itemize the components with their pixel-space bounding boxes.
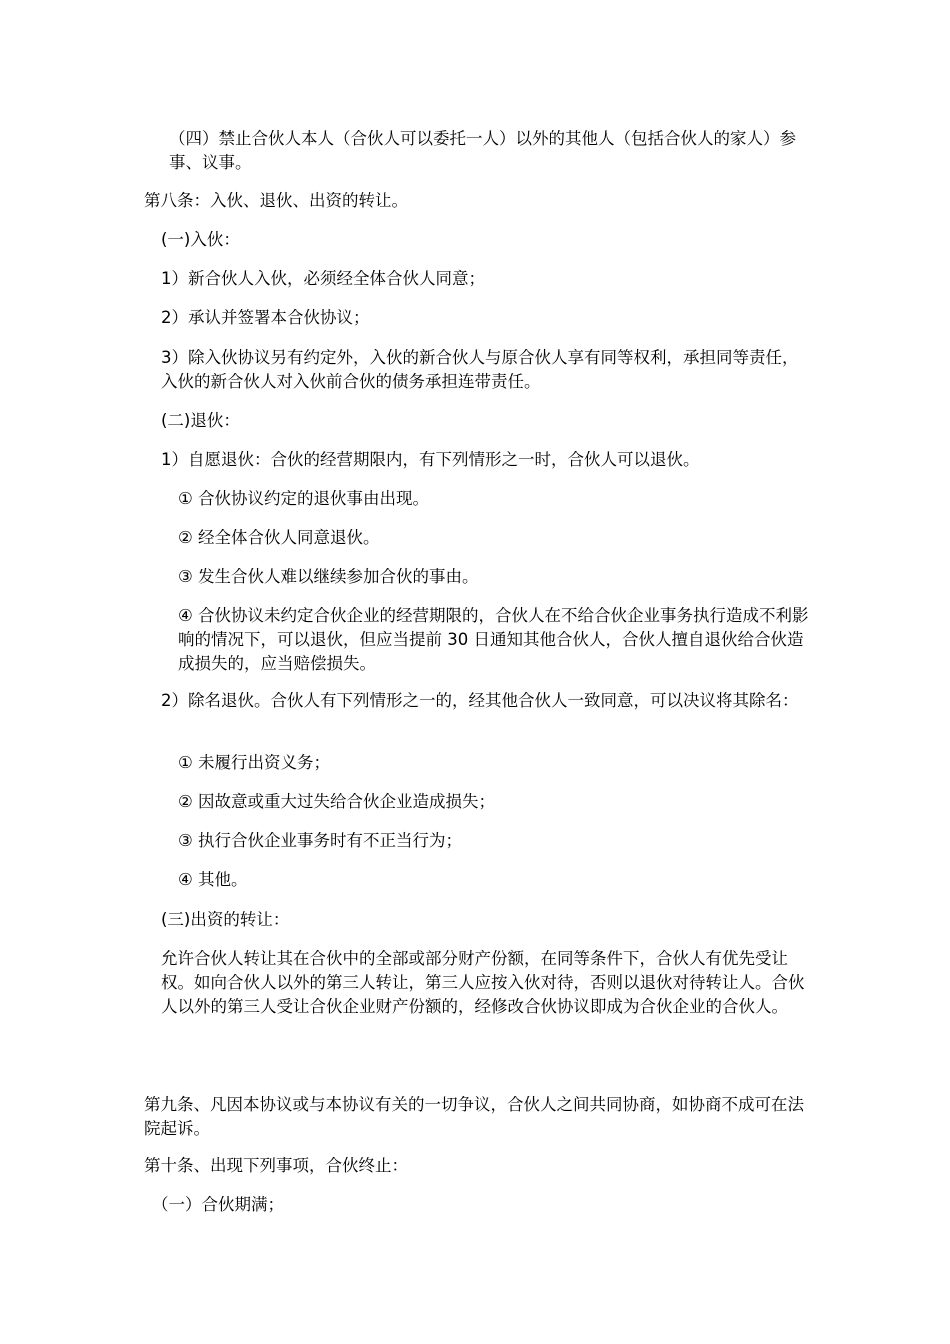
withdrawal-subitem-1: ① 合伙协议约定的退伙事由出现。 xyxy=(178,489,430,508)
withdrawal-subitem-2: ② 经全体合伙人同意退伙。 xyxy=(178,528,380,547)
expulsion-subitem-2: ② 因故意或重大过失给合伙企业造成损失； xyxy=(178,792,496,811)
withdrawal-item-1: 1）自愿退伙：合伙的经营期限内，有下列情形之一时，合伙人可以退伙。 xyxy=(161,450,700,469)
expulsion-item-2: 2）除名退伙。合伙人有下列情形之一的，经其他合伙人一致同意，可以决议将其除名： xyxy=(161,691,799,710)
article-9-paragraph: 第九条、凡因本协议或与本协议有关的一切争议，合伙人之间共同协商，如协商不成可在法院起诉。 xyxy=(144,1095,804,1138)
admission-item-1: 1）新合伙人入伙，必须经全体合伙人同意； xyxy=(161,269,485,288)
expulsion-subitem-4: ④ 其他。 xyxy=(178,870,248,889)
article-10-heading: 第十条、出现下列事项，合伙终止： xyxy=(144,1156,408,1175)
admission-item-2: 2）承认并签署本合伙协议； xyxy=(161,308,370,327)
article-8-heading: 第八条：入伙、退伙、出资的转让。 xyxy=(144,191,408,210)
expulsion-subitem-1: ① 未履行出资义务； xyxy=(178,753,331,772)
withdrawal-subitem-4: ④ 合伙协议未约定合伙企业的经营期限的，合伙人在不给合伙企业事务执行造成不利影响的情况下，可以退伙，但应当提前 30 日通知其他合伙人，合伙人擅自退伙给合伙造成损失的，应当赔偿损失。 xyxy=(178,606,809,673)
section-transfer-heading: (三)出资的转让： xyxy=(161,910,290,929)
section-withdrawal-heading: (二)退伙： xyxy=(161,411,240,430)
section-admission-heading: (一)入伙： xyxy=(161,230,240,249)
expulsion-subitem-3: ③ 执行合伙企业事务时有不正当行为； xyxy=(178,831,463,850)
termination-item-1: （一）合伙期满； xyxy=(152,1195,284,1214)
admission-item-3: 3）除入伙协议另有约定外，入伙的新合伙人与原合伙人享有同等权利，承担同等责任，入伙的新合伙人对入伙前合伙的债务承担连带责任。 xyxy=(161,348,799,391)
transfer-paragraph: 允许合伙人转让其在合伙中的全部或部分财产份额，在同等条件下，合伙人有优先受让权。如向合伙人以外的第三人转让，第三人应按入伙对待，否则以退伙对待转让人。合伙人以外的第三人受让合伙企业财产份额的，经修改合伙协议即成为合伙企业的合伙人。 xyxy=(161,949,805,1016)
paragraph-clause-4: （四）禁止合伙人本人（合伙人可以委托一人）以外的其他人（包括合伙人的家人）参事、议事。 xyxy=(169,129,796,172)
withdrawal-subitem-3: ③ 发生合伙人难以继续参加合伙的事由。 xyxy=(178,567,479,586)
